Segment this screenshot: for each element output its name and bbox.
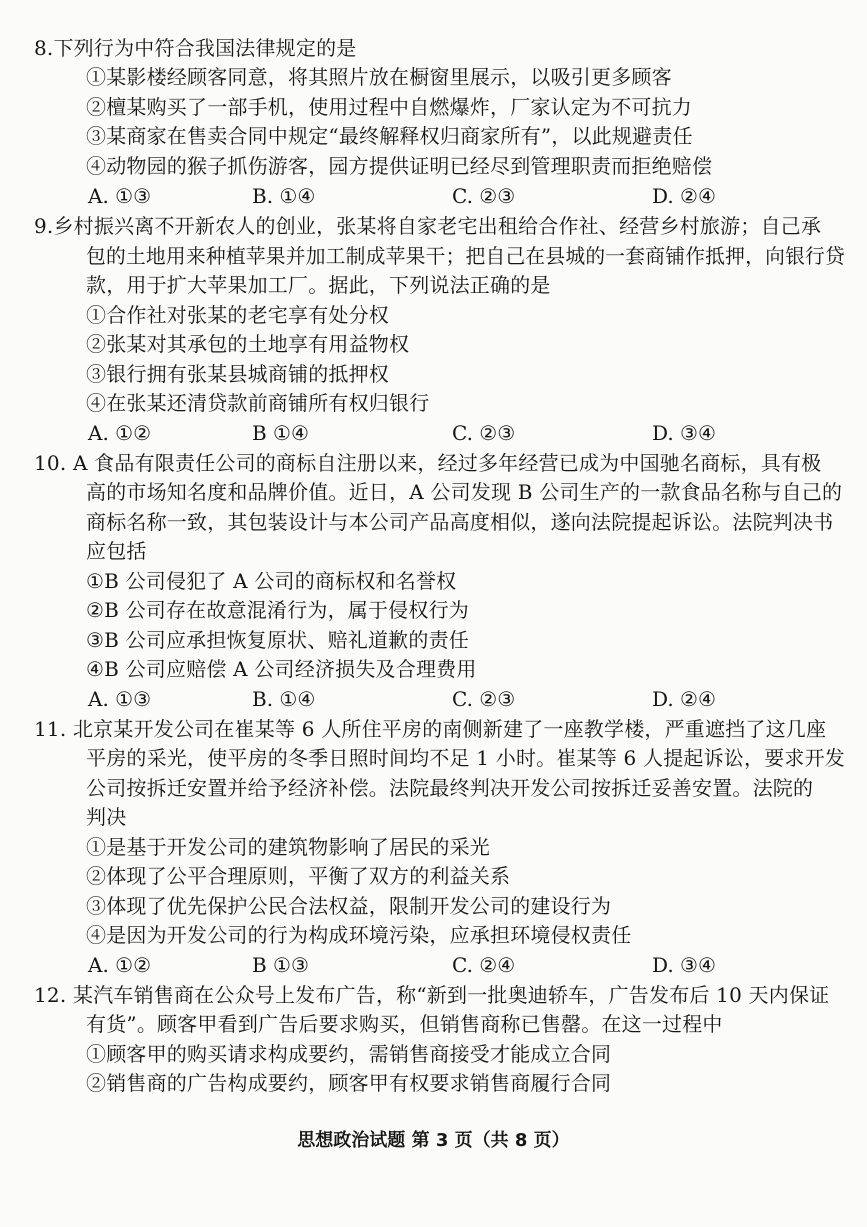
statement-item: ③银行拥有张某县城商铺的抵押权: [86, 362, 389, 386]
question-stem: 12. 某汽车销售商在公众号上发布广告，称“新到一批奥迪轿车，广告发布后 10 天内保证: [34, 983, 830, 1007]
option-c: C. ②③: [452, 687, 516, 711]
question-stem-cont: 应包括: [86, 539, 147, 563]
question-stem: 9.乡村振兴离不开新农人的创业，张某将自家老宅出租给合作社、经营乡村旅游；自己承: [34, 214, 822, 238]
option-b: B ①④: [252, 421, 309, 445]
question-stem-cont: 有货”。顾客甲看到广告后要求购买，但销售商称已售罄。在这一过程中: [86, 1012, 723, 1036]
question-stem: 10. A 食品有限责任公司的商标自注册以来，经过多年经营已成为中国驰名商标，具有极: [34, 451, 822, 475]
statement-item: ①B 公司侵犯了 A 公司的商标权和名誉权: [86, 569, 457, 593]
statement-item: ②体现了公平合理原则，平衡了双方的利益关系: [86, 864, 511, 888]
option-d: D. ②④: [652, 687, 716, 711]
question-stem: 11. 北京某开发公司在崔某等 6 人所住平房的南侧新建了一座教学楼，严重遮挡了这几座: [34, 717, 827, 741]
statement-item: ①是基于开发公司的建筑物影响了居民的采光: [86, 835, 490, 859]
question-stem: 8.下列行为中符合我国法律规定的是: [34, 36, 357, 60]
statement-item: ①合作社对张某的老宅享有处分权: [86, 303, 389, 327]
question-stem-cont: 平房的采光，使平房的冬季日照时间均不足 1 小时。崔某等 6 人提起诉讼，要求开发: [86, 746, 845, 770]
statement-item: ③某商家在售卖合同中规定“最终解释权归商家所有”，以此规避责任: [86, 124, 693, 148]
statement-item: ②檀某购买了一部手机，使用过程中自燃爆炸，厂家认定为不可抗力: [86, 95, 692, 119]
statement-item: ①某影楼经顾客同意，将其照片放在橱窗里展示，以吸引更多顾客: [86, 65, 672, 89]
option-a: A. ①③: [88, 687, 152, 711]
option-a: A. ①②: [88, 953, 152, 977]
question-stem-cont: 包的土地用来种植苹果并加工制成苹果干；把自己在县城的一套商铺作抵押，向银行贷: [86, 244, 845, 268]
option-c: C. ②④: [452, 953, 516, 977]
statement-item: ②销售商的广告构成要约，顾客甲有权要求销售商履行合同: [86, 1071, 612, 1095]
statement-item: ②B 公司存在故意混淆行为，属于侵权行为: [86, 598, 469, 622]
statement-item: ④在张某还清贷款前商铺所有权归银行: [86, 391, 430, 415]
option-a: A. ①②: [88, 421, 152, 445]
statement-item: ③B 公司应承担恢复原状、赔礼道歉的责任: [86, 628, 469, 652]
question-stem-cont: 商标名称一致，其包装设计与本公司产品高度相似，遂向法院提起诉讼。法院判决书: [86, 510, 834, 534]
statement-item: ②张某对其承包的土地享有用益物权: [86, 332, 410, 356]
option-b: B. ①④: [252, 687, 316, 711]
statement-item: ④动物园的猴子抓伤游客，园方提供证明已经尽到管理职责而拒绝赔偿: [86, 154, 713, 178]
option-a: A. ①③: [88, 184, 152, 208]
statement-item: ④B 公司应赔偿 A 公司经济损失及合理费用: [86, 657, 477, 681]
option-c: C. ②③: [452, 184, 516, 208]
option-b: B ①③: [252, 953, 309, 977]
statement-item: ④是因为开发公司的行为构成环境污染，应承担环境侵权责任: [86, 923, 632, 947]
question-stem-cont: 款，用于扩大苹果加工厂。据此，下列说法正确的是: [86, 273, 551, 297]
option-d: D. ③④: [652, 421, 716, 445]
statement-item: ①顾客甲的购买请求构成要约，需销售商接受才能成立合同: [86, 1042, 612, 1066]
option-d: D. ②④: [652, 184, 716, 208]
page-footer: 思想政治试题 第 3 页（共 8 页）: [297, 1130, 570, 1151]
question-stem-cont: 高的市场知名度和品牌价值。近日，A 公司发现 B 公司生产的一款食品名称与自己的: [86, 480, 843, 504]
statement-item: ③体现了优先保护公民合法权益，限制开发公司的建设行为: [86, 894, 612, 918]
option-b: B. ①④: [252, 184, 316, 208]
question-stem-cont: 公司按拆迁安置并给予经济补偿。法院最终判决开发公司按拆迁妥善安置。法院的: [86, 776, 814, 800]
question-stem-cont: 判决: [86, 805, 127, 829]
option-d: D. ③④: [652, 953, 716, 977]
option-c: C. ②③: [452, 421, 516, 445]
